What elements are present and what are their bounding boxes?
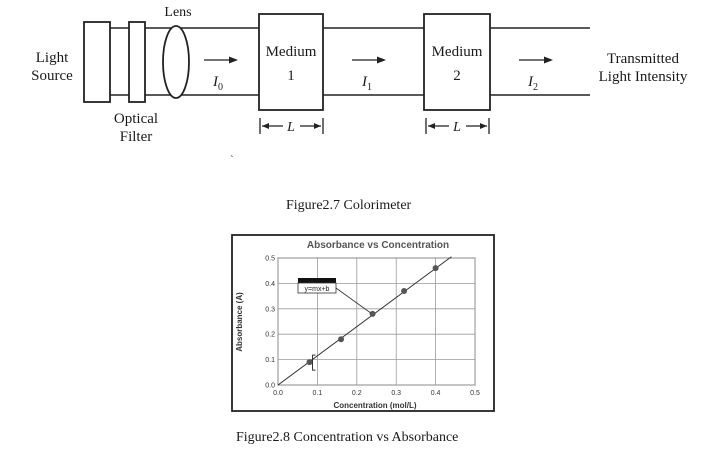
length-label-1: L bbox=[287, 120, 295, 135]
y-tick-label: 0.5 bbox=[265, 255, 275, 263]
y-tick-label: 0.2 bbox=[265, 331, 275, 339]
stray-mark: ` bbox=[230, 154, 234, 166]
figure-2-7-caption: Figure2.7 Colorimeter bbox=[286, 198, 412, 213]
y-tick-label: 0.0 bbox=[265, 382, 275, 390]
x-tick-label: 0.5 bbox=[470, 390, 480, 397]
x-tick-label: 0.2 bbox=[351, 390, 362, 397]
light-source-label-line2: Source bbox=[31, 68, 73, 84]
chart-title: Absorbance vs Concentration bbox=[306, 240, 450, 251]
transmitted-label-line1: Transmitted bbox=[607, 51, 679, 67]
chart-x-axis-label: Concentration (mol/L) bbox=[333, 401, 417, 410]
x-tick-label: 0.1 bbox=[312, 390, 323, 397]
i2-sub: 2 bbox=[533, 82, 538, 93]
data-point bbox=[338, 336, 344, 342]
fit-label-header bbox=[298, 278, 336, 283]
length-label-2: L bbox=[453, 120, 461, 135]
chart-y-axis-label: Absorbance (A) bbox=[235, 292, 244, 352]
medium-1-label-line1: Medium bbox=[265, 44, 317, 60]
medium-2-label-line1: Medium bbox=[431, 44, 483, 60]
i1-base: I bbox=[362, 74, 367, 90]
y-tick-label: 0.3 bbox=[265, 306, 275, 314]
figure-2-8-caption: Figure2.8 Concentration vs Absorbance bbox=[236, 430, 459, 445]
y-tick-label: 0.1 bbox=[265, 357, 275, 365]
x-tick-label: 0.3 bbox=[391, 390, 402, 397]
light-source-label-line1: Light bbox=[35, 50, 69, 66]
data-point bbox=[433, 265, 439, 271]
lens-label: Lens bbox=[164, 5, 192, 20]
medium-1-label-line2: 1 bbox=[287, 68, 295, 84]
data-point bbox=[370, 311, 376, 317]
i1-sub: 1 bbox=[367, 82, 372, 93]
optical-filter-label-line2: Filter bbox=[119, 129, 153, 145]
x-tick-label: 0.4 bbox=[430, 390, 441, 397]
i0-base: I bbox=[213, 74, 218, 90]
optical-filter-label-line1: Optical bbox=[113, 111, 159, 127]
i0-sub: 0 bbox=[218, 82, 223, 93]
data-point bbox=[401, 288, 407, 294]
x-tick-label: 0.0 bbox=[273, 390, 283, 397]
transmitted-label-line2: Light Intensity bbox=[598, 69, 688, 85]
i2-base: I bbox=[528, 74, 533, 90]
data-point bbox=[307, 359, 313, 365]
medium-2-label-line2: 2 bbox=[453, 68, 461, 84]
fit-label-text: y=mx+b bbox=[304, 286, 330, 293]
y-tick-label: 0.4 bbox=[265, 280, 275, 288]
